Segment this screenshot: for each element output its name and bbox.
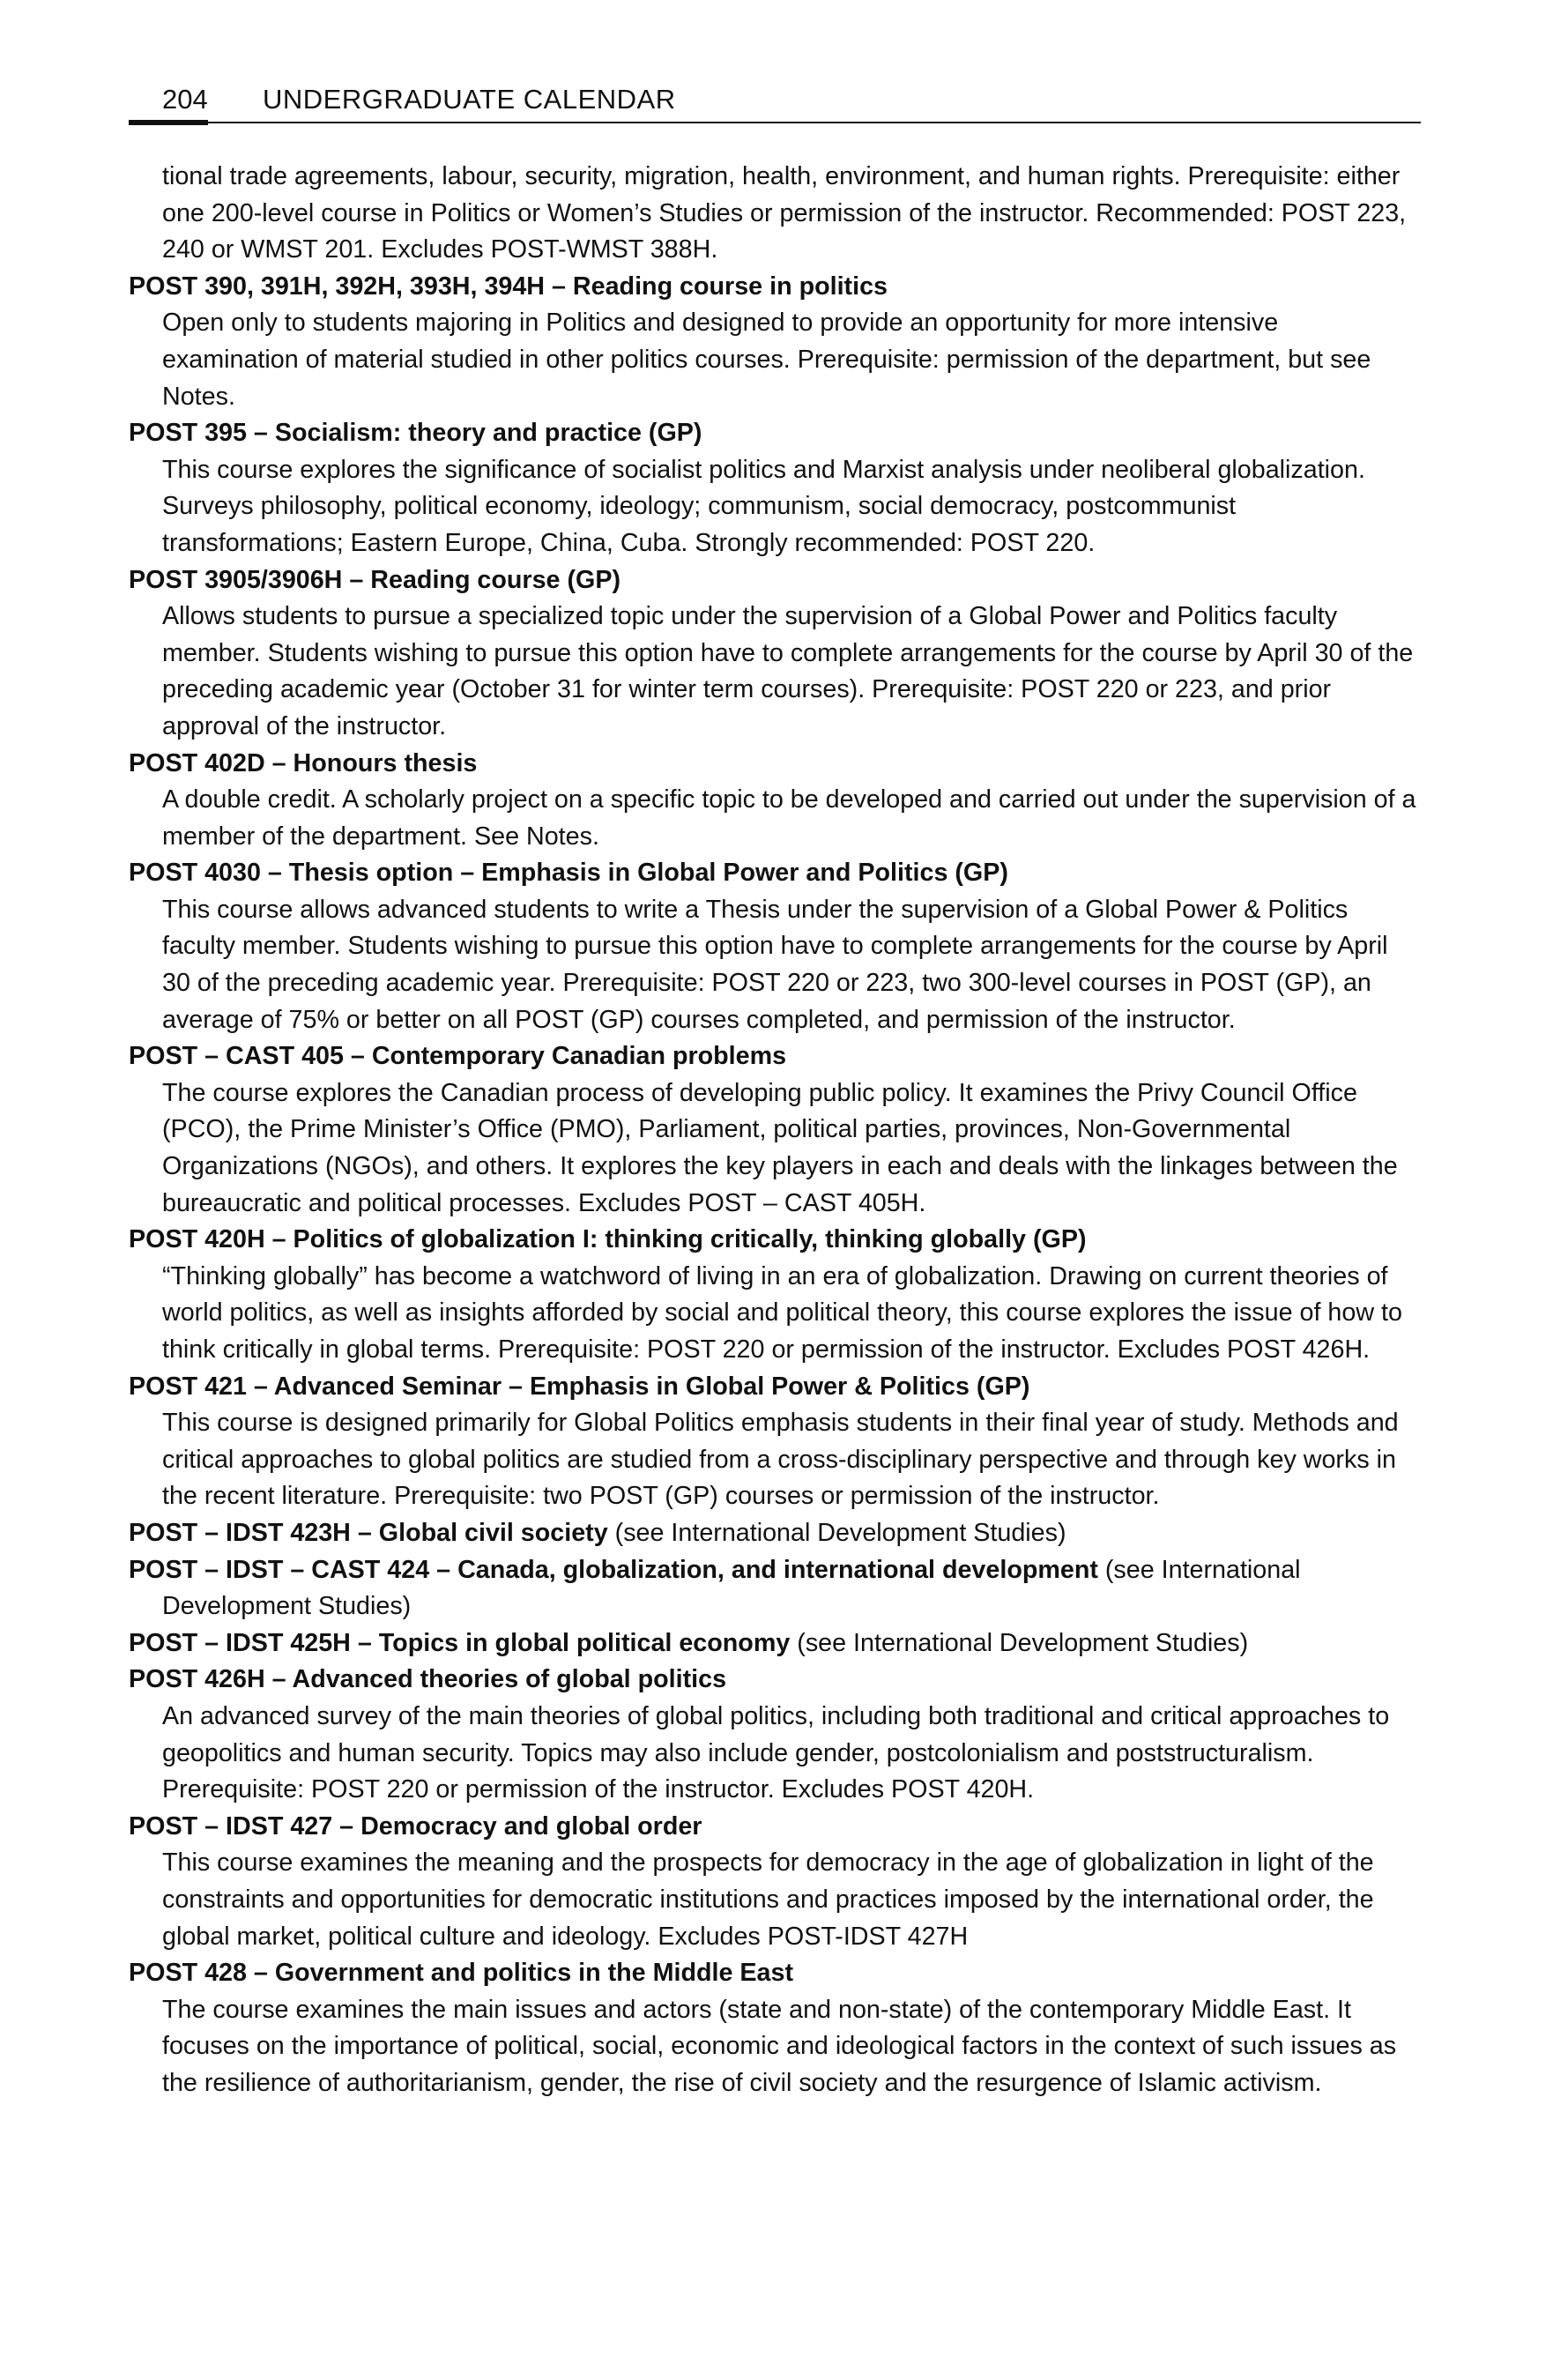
course-title-text: POST 426H – Advanced theories of global politics [129, 1665, 727, 1694]
course-entry [129, 1809, 1419, 1955]
course-title-text: POST – IDST 425H – Topics in global political economy [129, 1628, 791, 1657]
course-entry [129, 415, 1419, 562]
course-title-text: POST 402D – Honours thesis [129, 748, 478, 777]
course-title [129, 1552, 1419, 1625]
course-title-text: POST 395 – Socialism: theory and practice (GP) [129, 419, 702, 448]
course-description: The course explores the Canadian process of developing public policy. It examines the Privy Council Office (PCO), the Prime Minister’s Office (PMO), Parliament, political parties, provinces, Non-Governmental Organizations (NGOs), and others. It explores the key players in each and deals with the linkages between the bureaucratic and political processes. Excludes POST – CAST 405H. [162, 1078, 1398, 1217]
course-title [129, 562, 1419, 599]
course-title [129, 855, 1419, 892]
course-see-note: (see International Development Studies) [162, 1555, 1301, 1621]
course-title-text: POST – CAST 405 – Contemporary Canadian problems [129, 1042, 787, 1071]
course-title-text: POST 4030 – Thesis option – Emphasis in Global Power and Politics (GP) [129, 859, 1008, 888]
course-entry [129, 855, 1419, 1038]
course-title-text: POST 421 – Advanced Seminar – Emphasis in Global Power & Politics (GP) [129, 1372, 1030, 1401]
course-description: An advanced survey of the main theories of global politics, including both traditional and critical approaches to geopolitics and human security. Topics may also include gender, postcolonialism and poststructuralism. Prerequisite: POST 220 or permission of the instructor. Excludes POST 420H. [162, 1701, 1390, 1804]
course-entry [129, 1552, 1419, 1625]
course-see-note: (see International Development Studies) [790, 1628, 1249, 1657]
course-entry [129, 746, 1419, 856]
course-entry [129, 269, 1419, 415]
course-entry [129, 1369, 1419, 1515]
course-description: The course examines the main issues and actors (state and non-state) of the contemporary Middle East. It focuses on the importance of political, social, economic and ideological factors in the context of such issues as the resilience of authoritarianism, gender, the rise of civil society and the resurgence of Islamic activism. [162, 1995, 1397, 2097]
course-entry [129, 1038, 1419, 1222]
course-title [129, 1625, 1419, 1662]
course-title-text: POST – IDST 427 – Democracy and global order [129, 1811, 702, 1841]
course-entry [129, 1222, 1419, 1368]
course-title-text: POST 428 – Government and politics in the Middle East [129, 1959, 794, 1988]
course-entry [129, 1625, 1419, 1662]
course-description: This course allows advanced students to write a Thesis under the supervision of a Global Power & Politics faculty member. Students wishing to pursue this option have to complete arrangements for the course by April 30 of the preceding academic year. Prerequisite: POST 220 or 223, two 300-level courses in POST (GP), an average of 75% or better on all POST (GP) courses completed, and permission of the instructor. [162, 895, 1388, 1034]
course-title-text: POST – IDST – CAST 424 – Canada, globalization, and international development [129, 1555, 1098, 1584]
course-title [129, 1515, 1419, 1552]
header-rule-thick [129, 120, 208, 125]
course-title [129, 1369, 1419, 1406]
page-header [129, 81, 1421, 125]
course-description: This course examines the meaning and the prospects for democracy in the age of globalization in light of the constraints and opportunities for democratic institutions and practices imposed by the international order, the global market, political culture and ideology. Excludes POST-IDST 427H [162, 1848, 1374, 1951]
course-title [129, 415, 1419, 452]
course-title [129, 1809, 1419, 1846]
course-title [129, 269, 1419, 306]
course-description: “Thinking globally” has become a watchword of living in an era of globalization. Drawing on current theories of world politics, as well as insights afforded by social and political theory, this course explores the issue of how to think critically in global terms. Prerequisite: POST 220 or permission of the instructor. Excludes POST 426H. [162, 1261, 1402, 1364]
running-head: UNDERGRADUATE CALENDAR [263, 84, 676, 115]
course-title [129, 1038, 1419, 1075]
course-description: Open only to students majoring in Politics and designed to provide an opportunity for more intensive examination of material studied in other politics courses. Prerequisite: permission of the department, but see Notes. [162, 309, 1371, 411]
course-title-text: POST 420H – Politics of globalization I: thinking critically, thinking globally (GP) [129, 1225, 1087, 1254]
course-title-text: POST 3905/3906H – Reading course (GP) [129, 565, 621, 594]
course-entry [129, 1955, 1419, 2101]
page-number: 204 [162, 84, 208, 115]
course-title [129, 746, 1419, 783]
course-title [129, 1222, 1419, 1259]
course-title-text: POST – IDST 423H – Global civil society [129, 1518, 608, 1547]
course-description: This course is designed primarily for Global Politics emphasis students in their final year of study. Methods and critical approaches to global politics are studied from a cross-disciplinary perspective and through key works in the recent literature. Prerequisite: two POST (GP) courses or permission of the instructor. [162, 1409, 1399, 1511]
course-description: A double credit. A scholarly project on a specific topic to be developed and carried out under the supervision of a member of the department. See Notes. [162, 785, 1416, 851]
course-title-text: POST 390, 391H, 392H, 393H, 394H – Reading course in politics [129, 271, 888, 301]
course-description: This course explores the significance of socialist politics and Marxist analysis under neoliberal globalization. Surveys philosophy, political economy, ideology; communism, social democracy, postcommunist transformations; Eastern Europe, China, Cuba. Strongly recommended: POST 220. [162, 455, 1365, 557]
course-entry [129, 562, 1419, 746]
course-title [129, 1955, 1419, 1992]
course-description: Allows students to pursue a specialized topic under the supervision of a Global Power and Politics faculty member. Students wishing to pursue this option have to complete arrangements for the course by April 30 of the preceding academic year (October 31 for winter term courses). Prerequisite: POST 220 or 223, and prior approval of the instructor. [162, 602, 1414, 740]
continued-description: tional trade agreements, labour, security, migration, health, environment, and human rights. Prerequisite: either one 200-level course in Politics or Women’s Studies or permission of the instructor. Recommended: POST 223, 240 or WMST 201. Excludes POST-WMST 388H. [162, 162, 1407, 264]
course-see-note: (see International Development Studies) [607, 1518, 1066, 1547]
course-listing [129, 159, 1419, 2101]
header-rule [208, 122, 1421, 123]
course-entry [129, 1515, 1419, 1552]
course-title [129, 1662, 1419, 1699]
course-entry [129, 1662, 1419, 1808]
